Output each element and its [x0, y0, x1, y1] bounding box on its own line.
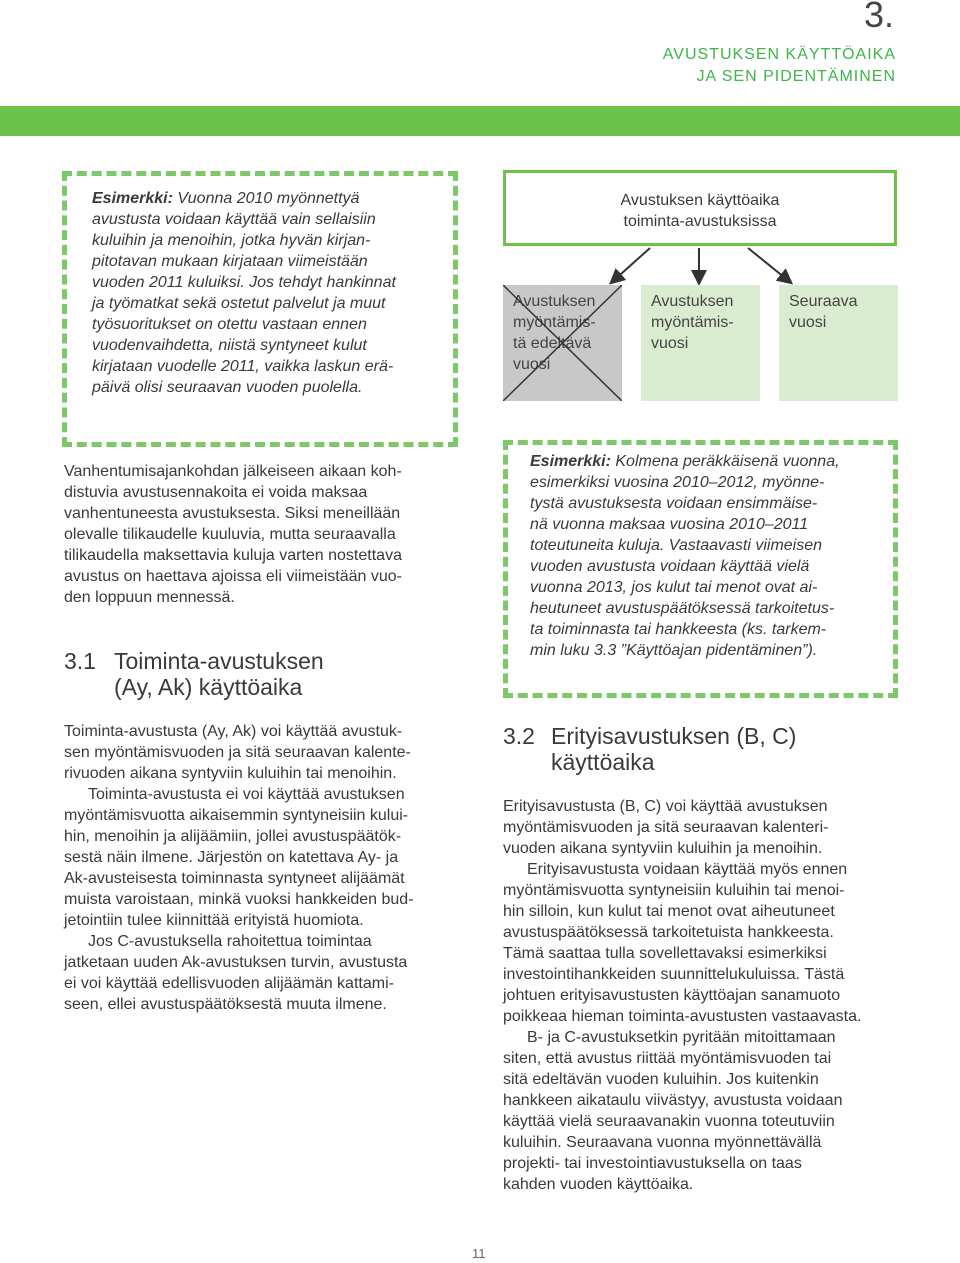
example-1-text: Esimerkki: Vuonna 2010 myönnettyä avustusta voidaan käyttää vain sellaisiin kuluihin ja menoihin, jotka hyvän kirjan- pitotavan mukaan kirjataan viimeistään vuoden 2011 kuluiksi. Jos tehdyt hankinnat ja työmatkat sekä ostetut palvelut ja muut työsuoritukset on otettu vastaan ennen vuodenvaihdetta, niistä syntyneet kulut kirjataan vuodelle 2011, vaikka laskun erä- päivä olisi seuraavan vuoden puolella.	[92, 190, 396, 396]
chapter-title-line2: JA SEN PIDENTÄMINEN	[696, 68, 896, 85]
section-3-1-number: 3.1	[64, 648, 96, 674]
diagram-top-box: Avustuksen käyttöaika toiminta-avustuksissa	[503, 170, 897, 246]
section-3-2-body: Erityisavustusta (B, C) voi käyttää avustuksen myöntämisvuoden ja sitä seuraavan kalenteri- vuoden aikana syntyviin kuluihin ja menoihin. Erityisavustusta voidaan käyttää myös ennen myöntämisvuotta syntyneisiin kuluihin tai menoi- hin silloin, kun kulut tai menot ovat aiheutuneet avustuspäätöksessä tarkoitetuista hankkeesta. Tämä saattaa tulla sovellettavaksi esimerkiksi investointihankkeiden suunnittelukuluissa. Tästä johtuen erityisavustusten käyttöajan sanamuoto poikkeaa hieman toiminta-avustusten vastaavasta. B- ja C-avustuksetkin pyritään mitoittamaan siten, että avustus riittää myöntämisvuoden tai sitä edeltävän vuoden kuluihin. Jos kuitenkin hankkeen aikataulu viivästyy, avustusta voidaan käyttää vielä seuraavanakin vuonna toteutuviin kuluihin. Seuraavana vuonna myönnettävällä projekti- tai investointiavustuksella on taas kahden vuoden käyttöaika.	[503, 798, 862, 1193]
section-3-2-title: Erityisavustuksen (B, C) käyttöaika	[551, 723, 797, 775]
arrow-left	[612, 248, 650, 282]
header-green-bar	[0, 106, 960, 136]
page-number: 11	[472, 1246, 486, 1261]
diagram-cross-out	[503, 285, 622, 401]
expiry-paragraph: Vanhentumisajankohdan jälkeiseen aikaan koh- distuvia avustusennakoita ei voida maksaa vanhentuneesta avustuksesta. Siksi meneillään olevalle tilikaudelle kuuluvia, mutta seuraavalla tilikaudella maksettavia kuluja varten nostettava avustus on haettava ajoissa eli viimeistään vuo- den loppuun mennessä.	[64, 463, 402, 606]
diagram-box-grant-year: Avustuksen myöntämis- vuosi	[641, 285, 760, 401]
example-2-label: Esimerkki:	[530, 453, 611, 470]
diagram-box-previous-year: Avustuksen myöntämis- tä edeltävä vuosi	[503, 285, 622, 401]
example-2-text: Esimerkki: Kolmena peräkkäisenä vuonna, esimerkiksi vuosina 2010–2012, myönne- tystä avustuksesta voidaan ensimmäise- nä vuonna maksaa vuosina 2010–2011 toteutuneita kuluja. Vastaavasti viimeisen vuoden avustusta voidaan käyttää vielä vuonna 2013, jos kulut tai menot ovat ai- heutuneet avustuspäätöksessä tarkoitetus- ta toiminnasta tai hankkeesta (ks. tarkem- min luku 3.3 ”Käyttöajan pidentäminen”).	[530, 453, 840, 659]
diagram-box-next-year: Seuraava vuosi	[779, 285, 898, 401]
arrow-right	[748, 248, 790, 282]
chapter-title-line1: AVUSTUKSEN KÄYTTÖAIKA	[662, 46, 896, 63]
chapter-title	[663, 44, 896, 88]
chapter-number: 3.	[863, 0, 894, 35]
diagram-arrows	[500, 244, 900, 288]
example-1-label: Esimerkki:	[92, 190, 173, 207]
section-3-1-body: Toiminta-avustusta (Ay, Ak) voi käyttää avustuk- sen myöntämisvuoden ja sitä seuraavan kalente- rivuoden aikana syntyviin kuluihin tai menoihin. Toiminta-avustusta ei voi käyttää avustuksen myöntämisvuotta aikaisemmin syntyneisiin kului- hin, menoihin ja alijäämiin, jollei avustuspäätök- sestä näin ilmene. Järjestön on katettava Ay- ja Ak-avusteisesta toiminnasta syntyneet alijäämät muista varoistaan, minkä vuoksi hankkeiden bud- jetointiin tulee kiinnittää erityistä huomiota. Jos C-avustuksella rahoitettua toimintaa jatketaan uuden Ak-avustuksen turvin, avustusta ei voi käyttää edellisvuoden alijäämän kattami- seen, ellei avustuspäätöksestä muuta ilmene.	[64, 723, 414, 1013]
section-3-2-number: 3.2	[503, 723, 535, 749]
section-3-1-title: Toiminta-avustuksen (Ay, Ak) käyttöaika	[114, 648, 324, 700]
